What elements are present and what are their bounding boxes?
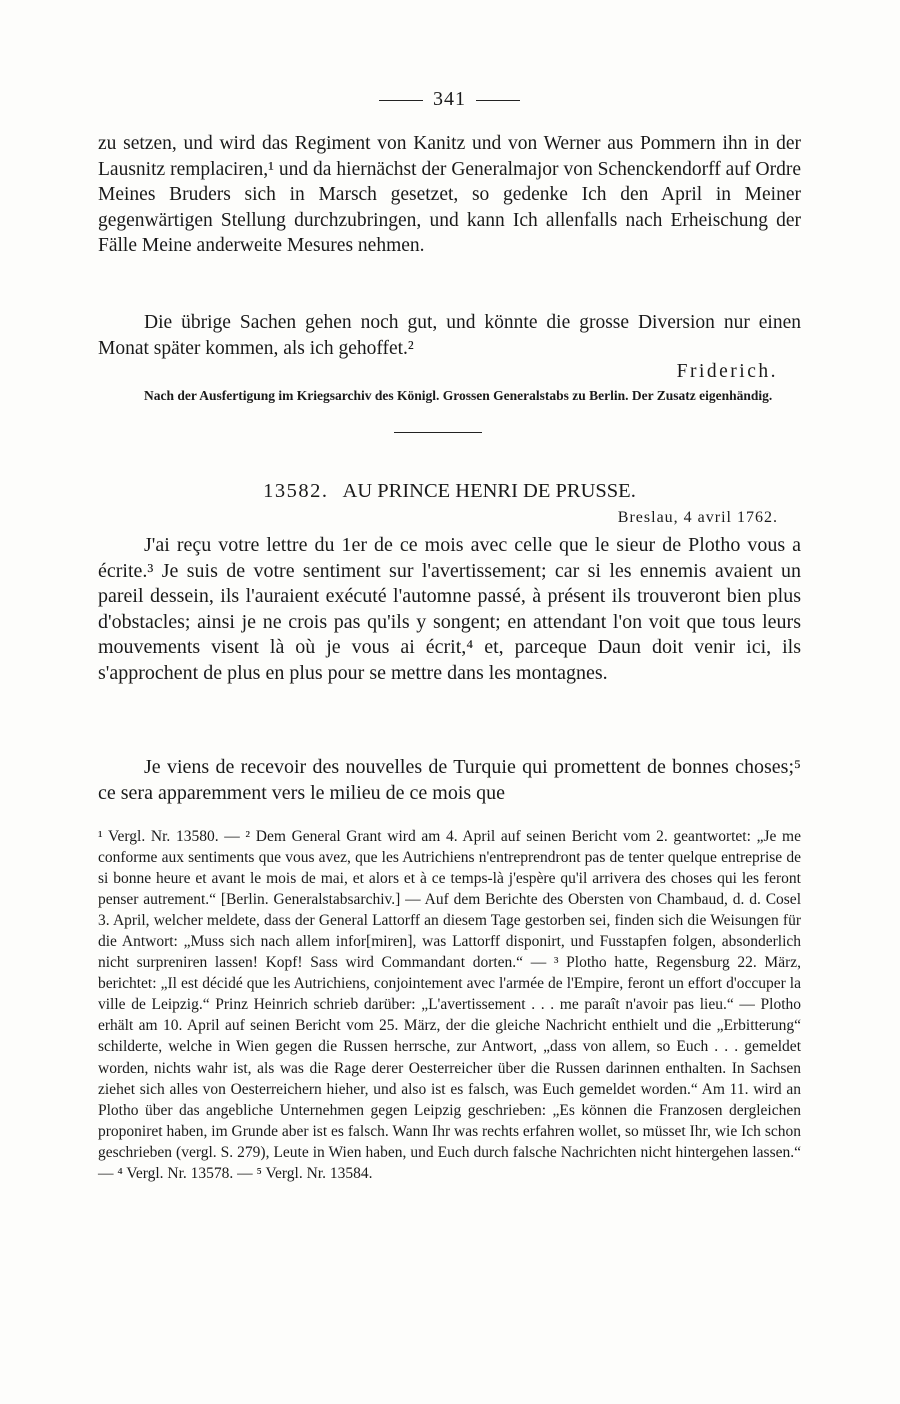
header-rule-left [379,100,423,101]
section-divider [394,432,482,433]
letter-heading [98,480,801,503]
letter-title: AU PRINCE HENRI DE PRUSSE. [342,480,636,502]
letter-dateline: Breslau, 4 avril 1762. [617,509,778,526]
signature: Friderich. [676,361,778,382]
footnotes: ¹ Vergl. Nr. 13580. — ² Dem General Grant wird am 4. April auf seinen Bericht vom 2. geantwortet: „Je me conforme aux sentiments que vous avez, que les Autrichiens n'entreprendront pas de tenter quelque entreprise de si bonne heure et avant le mois de mai, et alors et à ce temps-là j'espère qu'il arrivera des choses qui les feront penser autrement.“ [Berlin. Generalstabsarchiv.] — Auf dem Berichte des Obersten von Chambaud, d. d. Cosel 3. April, welcher meldete, dass der General Lattorff an diesem Tage gestorben sei, finden sich die Weisungen für die Antwort: „Muss sich nach allem infor[miren], was Lattorff disponirt, und Fusstapfen folgen, absonderlich nicht surpreniren lassen! Kopf! Sass wird Commandant dorten.“ — ³ Plotho hatte, Regensburg 22. März, berichtet: „Il est décidé que les Autrichiens, conjointement avec l'armée de l'Empire, feront un effort d'occuper la ville de Leipzig.“ Prinz Heinrich schrieb darüber: „L'avertissement . . . me paraît n'avoir pas lieu.“ — Plotho erhält am 10. April auf seinen Bericht vom 25. März, der die gleiche Nachricht enthielt und die „Erbitterung“ schilderte, welche in Wien gegen die Russen herrsche, zur Antwort, „dass von allem, so Euch . . . gemeldet worden, nichts wahr ist, als was die Rage derer Oesterreicher über die Russen darinnen enthalten. In Sachsen ziehet sich alles von Oesterreichern hieher, und also ist es falsch, was Euch gemeldet worden.“ Am 11. wird an Plotho über das angebliche Unternehmen gegen Leipzig geschrieben: „Es können die Franzosen dergleichen proponiret haben, im Grunde aber ist es falsch. Wann Ihr was rechts erfahren wollet, so müsset Ihr, wie Ich schon geschrieben (vergl. S. 279), Leute in Wien haben, und Euch durch falsche Nachrichten nicht hintergehen lassen.“ — ⁴ Vergl. Nr. 13578. — ⁵ Vergl. Nr. 13584. [98,828,801,1182]
header-rule-right [476,100,520,101]
letter-paragraph-1: J'ai reçu votre lettre du 1er de ce mois avec celle que le sieur de Plotho vous a écrite.³ Je suis de votre sentiment sur l'avertissement; car si les ennemis avaient un pareil dessein, ils l'auraient exécuté l'automne passé, à présent ils trouveront bien plus d'obstacles; ainsi je ne crois pas qu'ils y songent; en attendant l'on voit que tous leurs mouvements visent là où je vous ai écrit,⁴ et, parceque Daun doit venir ici, ils s'approchent de plus en plus pour se mettre dans les montagnes. [98,534,801,684]
continuation-paragraph-2: Die übrige Sachen gehen noch gut, und könnte die grosse Diversion nur einen Monat später kommen, als ich gehoffet.² [98,312,801,359]
page-number: 341 [433,88,466,110]
letter-paragraph-2: Je viens de recevoir des nouvelles de Turquie qui promettent de bonnes choses;⁵ ce sera apparemment vers le milieu de ce mois que [98,756,801,804]
page-header [98,88,801,111]
continuation-paragraph-1: zu setzen, und wird das Regiment von Kanitz und von Werner aus Pommern ihn in der Lausnitz remplaciren,¹ und da hiernächst der Generalmajor von Schenckendorff auf Ordre Meines Bruders sich in Marsch gesetzet, so gedenke Ich den April in Meiner gegenwärtigen Stellung durchzubringen, und kann Ich allenfalls nach Erheischung der Fälle Meine anderweite Mesures nehmen. [98,133,801,257]
letter-number: 13582. [263,480,329,502]
source-note: Nach der Ausfertigung im Kriegsarchiv des Königl. Grossen Generalstabs zu Berlin. Der Zusatz eigenhändig. [144,388,773,403]
